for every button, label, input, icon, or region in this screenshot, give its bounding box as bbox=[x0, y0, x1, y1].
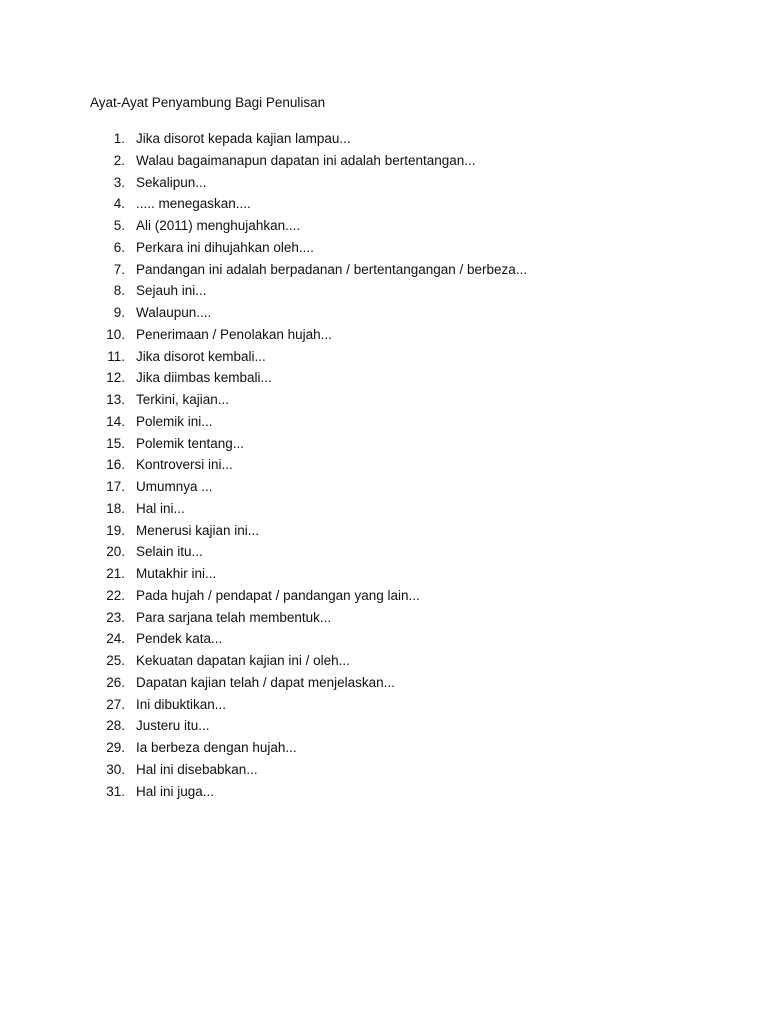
list-item-text: ..... menegaskan.... bbox=[136, 196, 251, 212]
list-item-text: Ali (2011) menghujahkan.... bbox=[136, 218, 301, 233]
list-item-number: 12. bbox=[106, 370, 125, 386]
list-item-text: Menerusi kajian ini... bbox=[136, 522, 260, 538]
list-item-number: 4. bbox=[113, 196, 125, 212]
list-item-number: 28. bbox=[106, 718, 125, 734]
list-item-text: Pendek kata... bbox=[136, 631, 223, 647]
list-item-number: 2. bbox=[113, 152, 125, 168]
list-item-text: Pada hujah / pendapat / pandangan yang lain... bbox=[136, 587, 420, 603]
list-item-text: Mutakhir ini... bbox=[136, 566, 217, 581]
list-item-number: 30. bbox=[106, 761, 125, 777]
list-item-number: 24. bbox=[106, 631, 125, 647]
list-item-number: 15. bbox=[106, 435, 125, 451]
list-item-text: Hal ini disebabkan... bbox=[136, 761, 258, 777]
list-item-number: 3. bbox=[113, 174, 125, 190]
list-item-number: 11. bbox=[107, 348, 125, 364]
list-item-text: Umumnya ... bbox=[136, 479, 213, 494]
list-item-text: Ia berbeza dengan hujah... bbox=[136, 740, 297, 755]
list-item-number: 14. bbox=[106, 413, 125, 429]
list-item-text: Justeru itu... bbox=[136, 718, 210, 734]
list-item-text: Sekalipun... bbox=[136, 174, 207, 190]
list-item-number: 8. bbox=[113, 283, 125, 299]
list-item-number: 16. bbox=[106, 457, 125, 473]
list-item-number: 23. bbox=[106, 609, 125, 625]
list-item-text: Jika disorot kepada kajian lampau... bbox=[136, 131, 351, 146]
list-item-number: 9. bbox=[113, 305, 125, 320]
list-item-text: Selain itu... bbox=[136, 544, 203, 560]
list-item-text: Para sarjana telah membentuk... bbox=[136, 609, 332, 625]
list-item-text: Polemik tentang... bbox=[136, 435, 245, 451]
list-item-number: 6. bbox=[113, 239, 125, 255]
list-item-number: 17. bbox=[106, 479, 125, 494]
list-item-number: 1. bbox=[113, 131, 125, 146]
list-item-text: Dapatan kajian telah / dapat menjelaskan... bbox=[136, 674, 395, 690]
list-item-number: 19. bbox=[106, 522, 125, 538]
list-item-number: 13. bbox=[106, 392, 125, 407]
document-title: Ayat-Ayat Penyambung Bagi Penulisan bbox=[90, 95, 326, 110]
list-item-text: Walaupun.... bbox=[136, 305, 212, 320]
list-item-number: 31. bbox=[106, 783, 125, 799]
list-item-text: Perkara ini dihujahkan oleh.... bbox=[136, 239, 314, 255]
list-item-number: 20. bbox=[106, 544, 125, 560]
list-item-text: Ini dibuktikan... bbox=[136, 696, 227, 712]
list-item-text: Walau bagaimanapun dapatan ini adalah bertentangan... bbox=[136, 152, 476, 168]
list-item-text: Polemik ini... bbox=[136, 413, 213, 429]
list-item-number: 26. bbox=[106, 674, 125, 690]
list-item-number: 27. bbox=[106, 696, 125, 712]
list-item-number: 10. bbox=[106, 326, 125, 342]
list-item-text: Pandangan ini adalah berpadanan / bertentangangan / berbeza... bbox=[136, 261, 528, 277]
list-item-text: Penerimaan / Penolakan hujah... bbox=[136, 326, 332, 342]
list-item-number: 25. bbox=[106, 653, 125, 668]
list-item-number: 7. bbox=[113, 261, 125, 277]
list-item-number: 5. bbox=[113, 218, 125, 233]
list-item-text: Hal ini... bbox=[136, 500, 185, 516]
list-item-text: Kontroversi ini... bbox=[136, 457, 233, 473]
list-item-number: 18. bbox=[106, 500, 125, 516]
list-item-text: Sejauh ini... bbox=[136, 283, 207, 299]
list-item-text: Hal ini juga... bbox=[136, 783, 215, 799]
list-item-number: 21. bbox=[106, 566, 125, 581]
list-item-number: 29. bbox=[106, 740, 125, 755]
list-item-text: Terkini, kajian... bbox=[136, 392, 230, 407]
list-item-text: Jika diimbas kembali... bbox=[136, 370, 272, 386]
list-item-text: Jika disorot kembali... bbox=[136, 348, 266, 364]
list-item-text: Kekuatan dapatan kajian ini / oleh... bbox=[136, 653, 350, 668]
list-item-number: 22. bbox=[106, 587, 125, 603]
